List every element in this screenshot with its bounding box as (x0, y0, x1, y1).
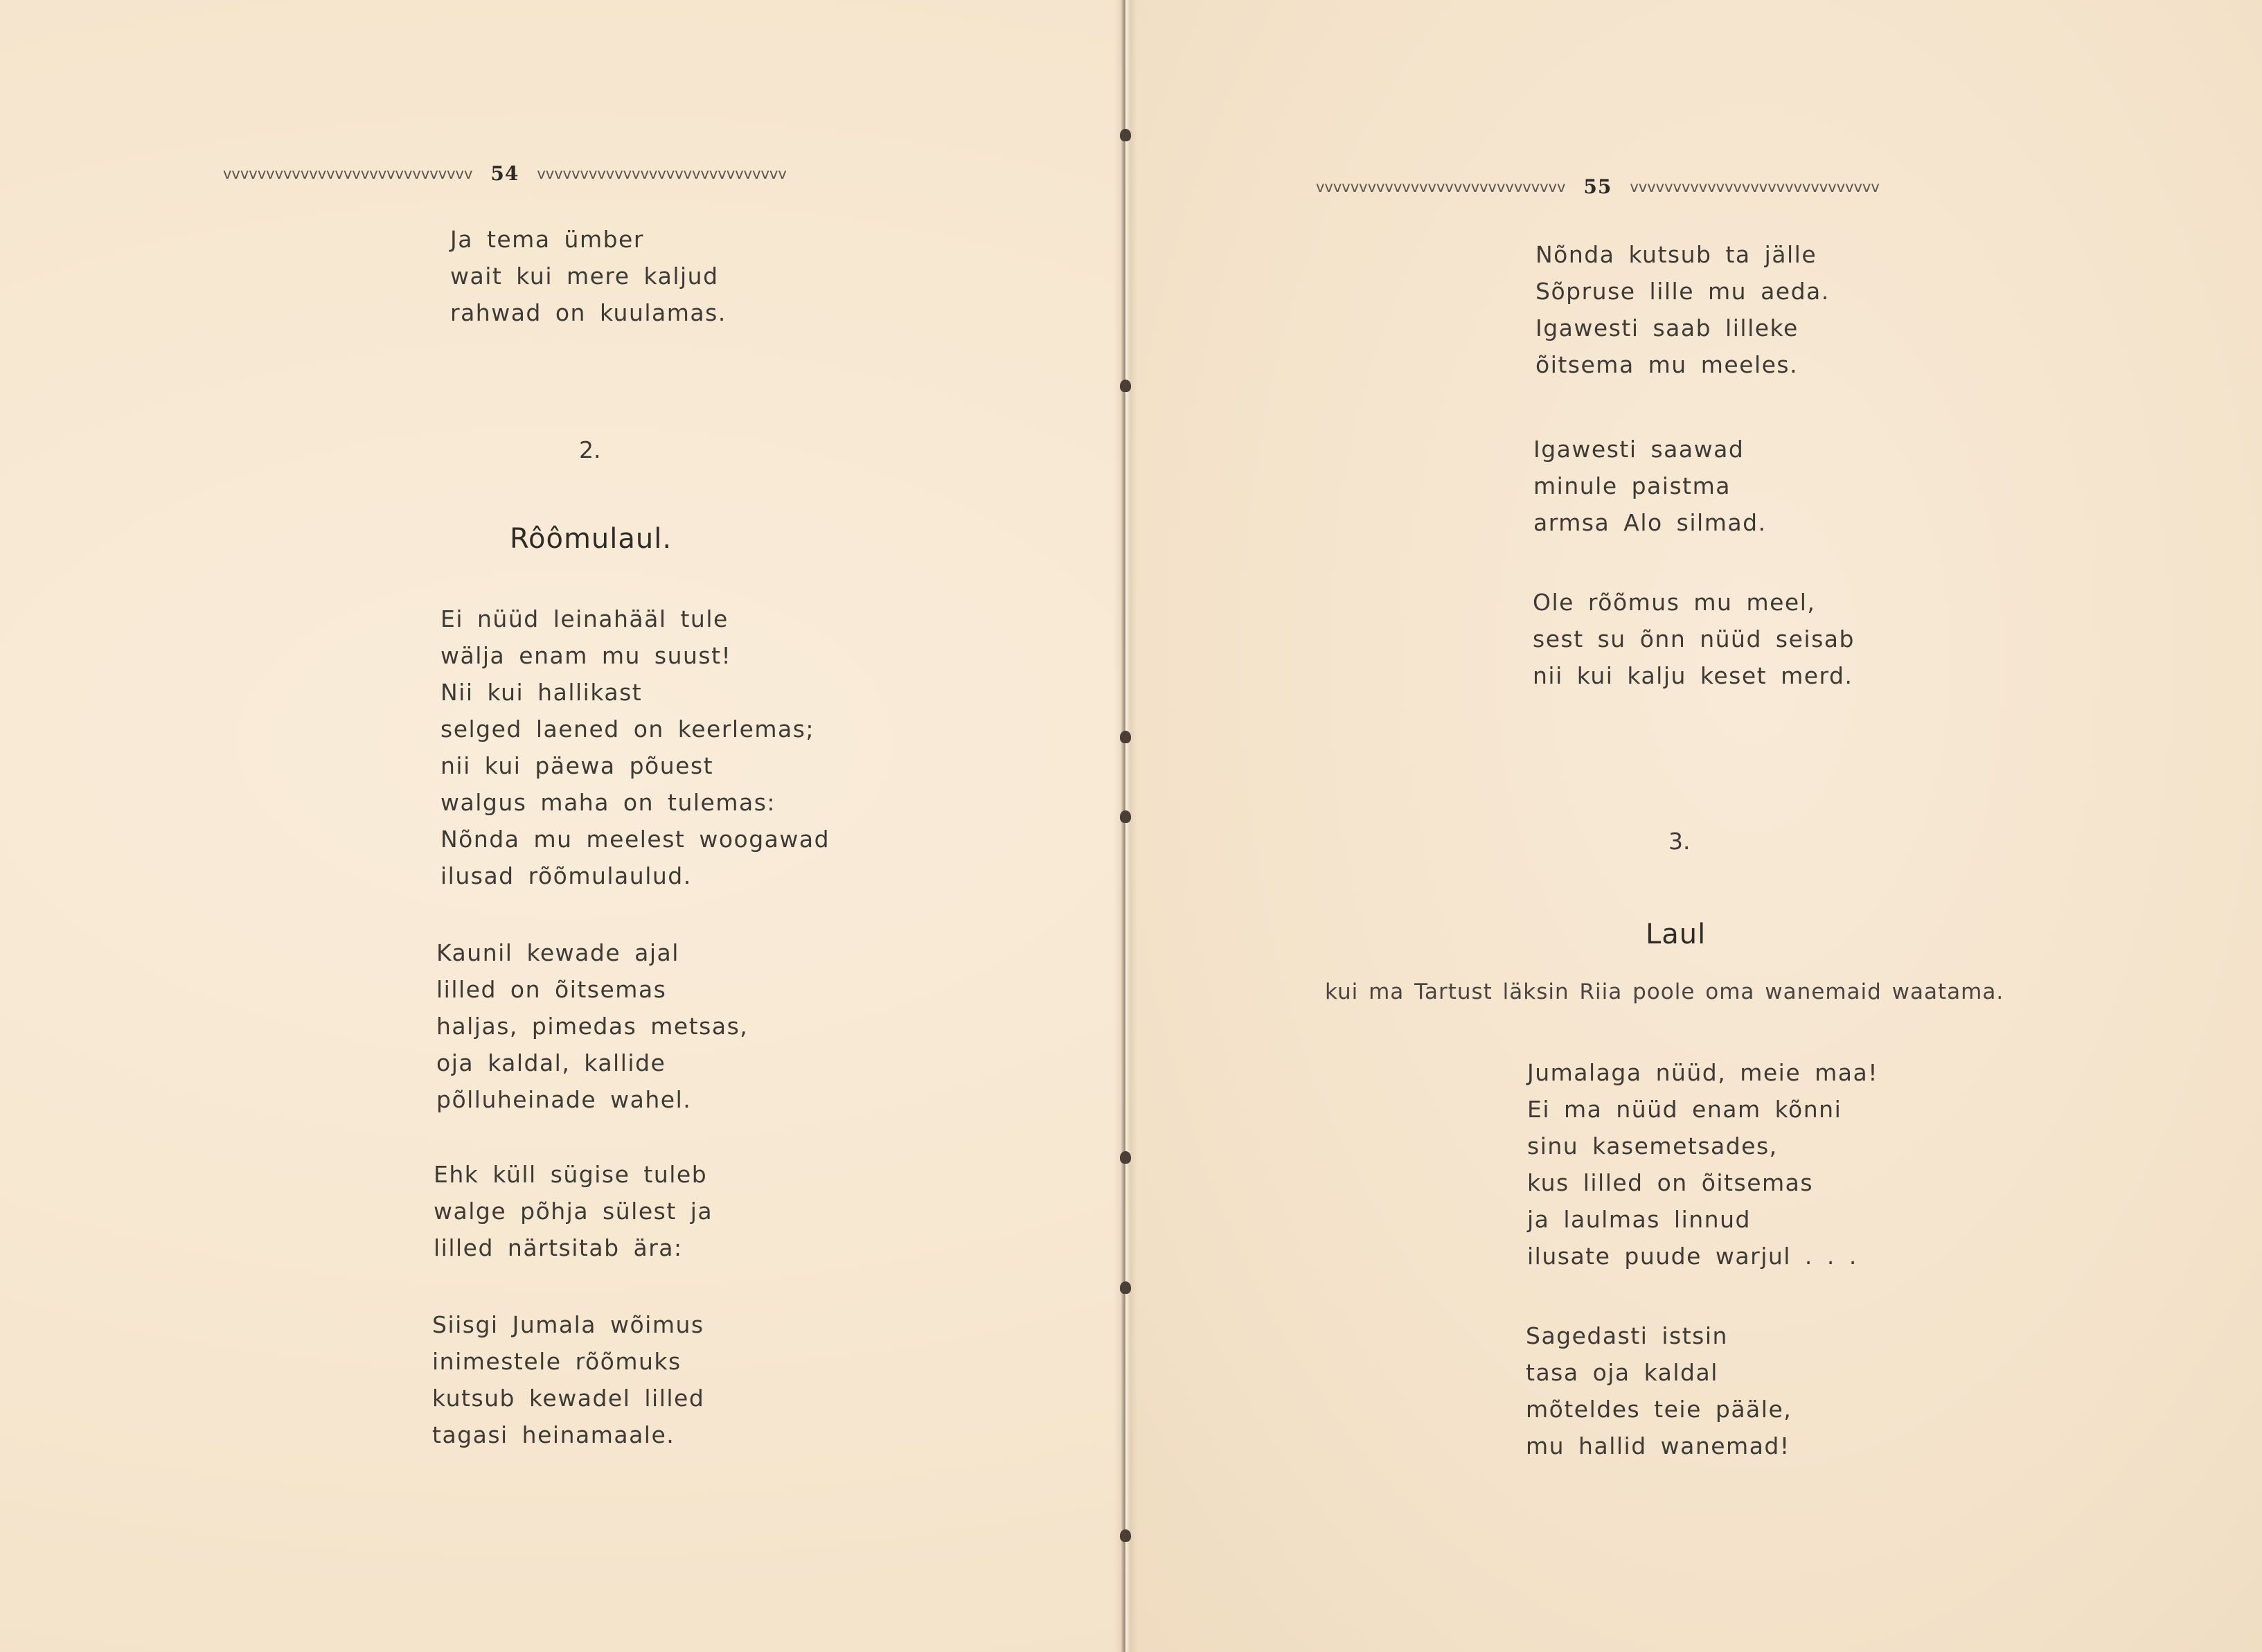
ornament-rule: vvvvvvvvvvvvvvvvvvvvvvvvvvvvv (223, 165, 473, 182)
verse-line: minule paistma (1533, 472, 1731, 499)
stanza (1526, 1317, 1792, 1464)
binding-stitch (1120, 1151, 1131, 1164)
verse-line: Ei ma nüüd enam kõnni (1527, 1096, 1842, 1123)
verse-line: tagasi heinamaale. (432, 1421, 675, 1448)
ornament-rule: vvvvvvvvvvvvvvvvvvvvvvvvvvvvv (537, 165, 787, 182)
verse-line: tasa oja kaldal (1526, 1359, 1718, 1386)
stanza (1533, 584, 1855, 694)
poem-subtitle: kui ma Tartust läksin Riia poole oma wanemaid waatama. (1325, 979, 2004, 1004)
section-number: 2. (579, 436, 601, 463)
verse-line: nii kui kalju keset merd. (1533, 662, 1853, 689)
ornament-rule: vvvvvvvvvvvvvvvvvvvvvvvvvvvvv (1630, 178, 1880, 195)
poem-title: Laul (1646, 918, 1707, 950)
verse-line: ilusate puude warjul . . . (1527, 1243, 1858, 1270)
stanza (450, 221, 727, 331)
stanza (1527, 1054, 1878, 1274)
verse-line: rahwad on kuulamas. (450, 299, 727, 326)
verse-line: kus lilled on õitsemas (1527, 1169, 1814, 1196)
verse-line: haljas, pimedas metsas, (436, 1013, 749, 1040)
binding-stitch (1120, 1281, 1131, 1294)
verse-line: Nõnda mu meelest woogawad (440, 826, 830, 853)
running-head-left (223, 162, 787, 185)
poem-title: Rôômulaul. (510, 523, 673, 555)
verse-line: selged laened on keerlemas; (440, 716, 815, 743)
verse-line: sest su õnn nüüd seisab (1533, 625, 1855, 652)
verse-line: kutsub kewadel lilled (432, 1385, 705, 1412)
verse-line: Nõnda kutsub ta jälle (1535, 241, 1817, 268)
page-number: 55 (1583, 175, 1612, 198)
stanza (436, 934, 748, 1118)
stanza (432, 1306, 704, 1453)
verse-line: Kaunil kewade ajal (436, 939, 679, 966)
verse-line: Ei nüüd leinahääl tule (440, 605, 729, 632)
stanza (1533, 431, 1767, 541)
verse-line: Igawesti saawad (1533, 436, 1745, 463)
binding-stitch (1120, 810, 1131, 823)
binding-stitch (1120, 380, 1131, 392)
verse-line: lilled on õitsemas (436, 976, 667, 1003)
verse-line: walge põhja sülest ja (434, 1198, 713, 1225)
verse-line: Sõpruse lille mu aeda. (1535, 278, 1830, 305)
ornament-rule: vvvvvvvvvvvvvvvvvvvvvvvvvvvvv (1316, 178, 1566, 195)
stanza (434, 1156, 713, 1266)
verse-line: Sagedasti istsin (1526, 1322, 1728, 1349)
book-gutter (1114, 0, 1137, 1652)
verse-line: õitsema mu meeles. (1535, 351, 1799, 378)
stanza (440, 601, 830, 894)
verse-line: lilled närtsitab ära: (434, 1234, 683, 1261)
verse-line: walgus maha on tulemas: (440, 789, 776, 816)
verse-line: wait kui mere kaljud (450, 263, 719, 290)
verse-line: oja kaldal, kallide (436, 1049, 666, 1076)
verse-line: armsa Alo silmad. (1533, 509, 1767, 536)
verse-line: Ehk küll sügise tuleb (434, 1161, 708, 1188)
verse-line: inimestele rõõmuks (432, 1348, 682, 1375)
binding-stitch (1120, 1529, 1131, 1542)
verse-line: Igawesti saab lilleke (1535, 314, 1799, 341)
running-head-right (1316, 175, 1880, 198)
page-number: 54 (490, 162, 519, 185)
verse-line: Ja tema ümber (450, 226, 644, 253)
verse-line: Jumalaga nüüd, meie maa! (1527, 1059, 1878, 1086)
verse-line: ja laulmas linnud (1527, 1206, 1751, 1233)
verse-line: Ole rõõmus mu meel, (1533, 589, 1816, 616)
verse-line: mõteldes teie pääle, (1526, 1396, 1792, 1423)
stanza (1535, 236, 1830, 383)
left-page (0, 0, 1125, 1652)
verse-line: Nii kui hallikast (440, 679, 643, 706)
verse-line: sinu kasemetsades, (1527, 1133, 1778, 1160)
verse-line: põlluheinade wahel. (436, 1086, 692, 1113)
binding-stitch (1120, 731, 1131, 743)
binding-stitch (1120, 129, 1131, 141)
verse-line: nii kui päewa põuest (440, 752, 714, 779)
verse-line: wälja enam mu suust! (440, 642, 732, 669)
right-page (1125, 0, 2262, 1652)
verse-line: ilusad rõõmulaulud. (440, 862, 692, 889)
verse-line: mu hallid wanemad! (1526, 1432, 1790, 1459)
section-number: 3. (1668, 828, 1691, 855)
verse-line: Siisgi Jumala wõimus (432, 1311, 704, 1338)
